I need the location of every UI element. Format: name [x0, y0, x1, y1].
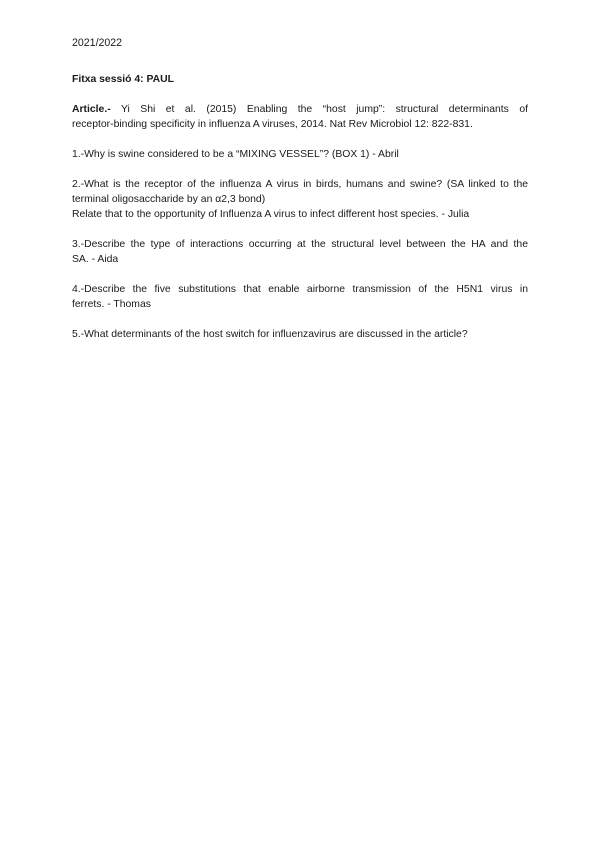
- article-label: Article.-: [72, 104, 111, 115]
- question-3-line-1: 3.-Describe the type of interactions occurring at the structural level between the HA and the: [72, 239, 528, 250]
- question-1-text: 1.-Why is swine considered to be a “MIXING VESSEL”? (BOX 1) - Abril: [72, 149, 399, 160]
- question-2-line-1: 2.-What is the receptor of the influenza A virus in birds, humans and swine? (SA linked to the: [72, 179, 528, 190]
- page-title: Fitxa sessió 4: PAUL: [72, 74, 175, 85]
- question-2: [72, 177, 528, 222]
- article-line-1: [72, 102, 528, 117]
- question-3-line-2: SA. - Aida: [72, 254, 119, 265]
- question-5-text: 5.-What determinants of the host switch for influenzavirus are discussed in the article?: [72, 329, 468, 340]
- article-reference: [72, 102, 528, 132]
- question-2-line-2: terminal oligosaccharide by an α2,3 bond): [72, 194, 266, 205]
- question-4-line-2: ferrets. - Thomas: [72, 299, 151, 310]
- academic-year: 2021/2022: [72, 37, 123, 49]
- question-4: [72, 282, 528, 312]
- article-citation-part-2: receptor-binding specificity in influenza A viruses, 2014. Nat Rev Microbiol 12: 822-831.: [72, 119, 473, 130]
- question-1: [72, 147, 528, 162]
- question-4-line-1: 4.-Describe the five substitutions that enable airborne transmission of the H5N1 virus in: [72, 284, 528, 295]
- document-page: [72, 36, 528, 357]
- question-5: [72, 327, 528, 342]
- question-3: [72, 237, 528, 267]
- question-2-line-3: Relate that to the opportunity of Influenza A virus to infect different host species. - Julia: [72, 209, 470, 220]
- article-citation-part-1: Yi Shi et al. (2015) Enabling the “host jump”: structural determinants of: [120, 104, 528, 115]
